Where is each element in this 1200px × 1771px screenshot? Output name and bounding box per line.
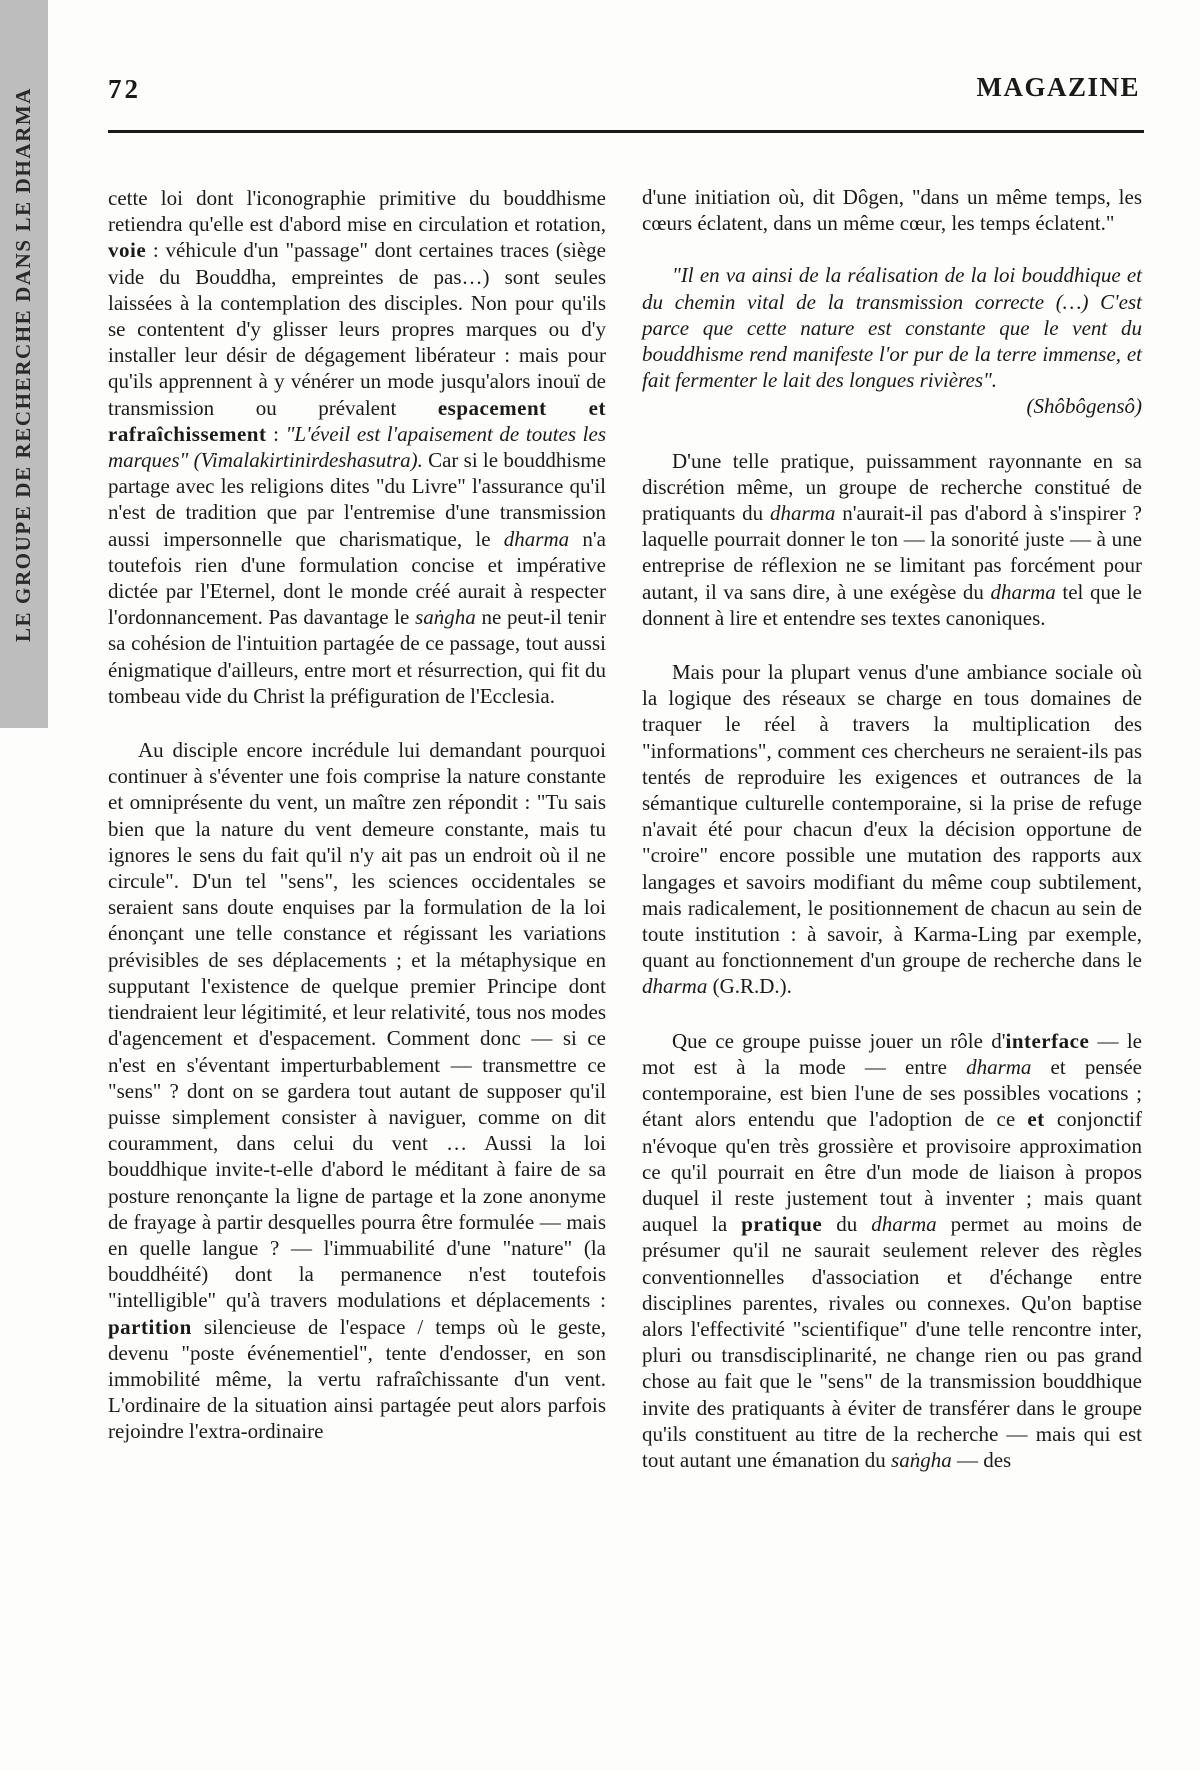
paragraph-gap <box>642 1000 1142 1028</box>
paragraph <box>642 1028 1142 1473</box>
paragraph-gap <box>642 236 1142 262</box>
text-run: D'une telle pratique, puissamment rayonnante en sa discrétion même, un groupe de recherche constitué de pratiquants du <box>642 448 1142 526</box>
paragraph-gap <box>642 420 1142 448</box>
emphasis-term: espacement et rafraîchissement <box>108 395 606 446</box>
text-run: silencieuse de l'espace / temps où le geste, devenu "poste événementiel", tente d'endosser, en son immobilité même, la vertu rafraîchissante d'un vent. L'ordinaire de la situation ainsi partagée peut alors parfois rejoindre l'extra-ordinaire <box>108 1314 606 1444</box>
text-run: — le mot est à la mode — entre <box>642 1028 1142 1079</box>
header-rule <box>108 130 1144 133</box>
text-run: tel que le donnent à lire et entendre ses textes canoniques. <box>642 579 1143 630</box>
emphasis-term: pratique <box>741 1212 823 1237</box>
italic-term: saṅgha <box>415 605 476 630</box>
text-run: n'aurait-il pas d'abord à s'inspirer ? laquelle pourrait donner le ton — la sonorité juste — à une entreprise de réflexion ne se limitant pas forcément pour autant, il va sans dire, à une exégèse du <box>642 501 1142 604</box>
section-title: MAGAZINE <box>976 72 1140 102</box>
right-column <box>642 184 1142 1473</box>
emphasis-term: voie <box>108 238 147 263</box>
text-run: (G.R.D.). <box>707 974 792 999</box>
italic-term: dharma <box>871 1212 937 1237</box>
paragraph: d'une initiation où, dit Dôgen, "dans un même temps, les cœurs éclatent, dans un même cœur, les temps éclatent." <box>642 185 1142 236</box>
italic-term: dharma <box>966 1054 1032 1079</box>
text-run: Mais pour la plupart venus d'une ambiance sociale où la logique des réseaux se charge en tous domaines de traquer le réel à travers la multiplication des "informations", comment ces chercheurs ne seraient-ils pas tentés de reproduire les exigences et outrances de la sémantique culturelle contemporaine, si la prise de refuge n'avait été pour chacun d'eux la décision opportune de "croire" encore possible une mutation des rapports aux langages et savoirs modifiant du même coup subtilement, mais radicalement, le positionnement de chacun au sein de toute institution : à savoir, à Karma-Ling par exemple, quant au fonctionnement d'un groupe de recherche dans le <box>642 660 1142 973</box>
text-run: permet au moins de présumer qu'il ne saurait seulement relever des règles conventionnelles d'association et d'échange entre disciplines parentes, rivales ou connexes. Qu'on baptise alors l'effectivité "scientifique" d'une telle rencontre inter, pluri ou transdisciplinarité, ne change rien ou pas grand chose au fait que le "sens" de la transmission bouddhique invite des pratiquants à éviter de transférer dans le groupe qu'ils constituent au titre de la recherche — mais qui est tout autant une émanation du <box>642 1212 1142 1472</box>
italic-term: dharma <box>503 526 570 551</box>
paragraph <box>642 659 1142 1000</box>
text-run: et pensée contemporaine, est bien l'une de ses possibles vocations ; étant alors entendu que l'adoption de ce <box>642 1054 1142 1132</box>
text-run: : <box>266 421 286 446</box>
emphasis-term: interface <box>1005 1028 1090 1053</box>
sidebar-label <box>0 0 48 728</box>
text-run: Au disciple encore incrédule lui demandant pourquoi continuer à s'éventer une fois comprise la nature constante et omniprésente du vent, un maître zen répondit : "Tu sais bien que la nature du vent demeure constante, mais tu ignores le sens du fait qu'il n'y ait pas un endroit où il ne circule". D'un tel "sens", les sciences occidentales se seraient sans doute enquises par la formulation de la loi énonçant une telle constance et régissant les variations prévisibles de ses déplacements ; et la métaphysique en supputant l'existence de quelque premier Principe dont tiendraient leur légitimité, et leur relativité, tous nos modes d'agencement et d'espacement. Comment donc — si ce n'est en s'éventant imperturbablement — transmettre ce "sens" ? dont on se gardera tout autant de supposer qu'il puisse simplement consister à naviguer, comme on dit couramment, dans celui du vent … Aussi la loi bouddhique invite-t-elle d'abord le méditant à faire de sa posture renonçante la ligne de partage et la zone anonyme de frayage à partir desquelles pourra être formulée — mais en quelle langue ? — l'immuabilité d'une "nature" (la bouddhéité) dont la permanence n'est toutefois "intelligible" qu'à travers modulations et déplacements : <box>108 738 606 1313</box>
italic-term: saṅgha <box>891 1447 952 1472</box>
text-run: ne peut-il tenir sa cohésion de l'intuition partagée de ce passage, tout aussi énigmatique d'ailleurs, entre mort et résurrection, qui fit du tombeau vide du Christ la préfiguration de l'Ecclesia. <box>108 605 606 708</box>
text-run: Car si le bouddhisme partage avec les religions dites "du Livre" l'assurance qu'il n'est de tradition que par l'entremise d'une transmission aussi impersonnelle que charismatique, le <box>108 448 607 551</box>
italic-term: dharma <box>642 974 708 999</box>
italic-quote: "L'éveil est l'apaisement de toutes les marques" (Vimalakirtinirdeshasutra). <box>108 421 606 473</box>
italic-term: dharma <box>990 579 1056 604</box>
paragraph-gap <box>642 631 1142 659</box>
block-quote: "Il en va ainsi de la réalisation de la loi bouddhique et du chemin vital de la transmission correcte (…) C'est parce que cette nature est constante que le vent du bouddhisme rend manifeste l'or pur de la terre immense, et fait fermenter le lait des longues rivières". <box>642 263 1142 393</box>
page-number: 72 <box>108 74 141 104</box>
paragraph <box>108 737 606 1444</box>
text-run: du <box>822 1212 872 1237</box>
text-run: : véhicule d'un "passage" dont certaines traces (siège vide du Bouddha, empreintes de pas…) sont seules laissées à la contemplation des disciples. Non pour qu'ils se contentent d'y glisser leurs propres marques ou d'y installer leur désir de dégagement libérateur : mais pour qu'ils apprennent à y vénérer un mode jusqu'alors inouï de transmission ou prévalent <box>108 238 606 420</box>
quote-source: (Shôbôgensô) <box>1026 394 1142 419</box>
left-column <box>108 185 606 1445</box>
text-run: Que ce groupe puisse jouer un rôle d' <box>672 1028 1006 1053</box>
text-run: conjonctif n'évoque qu'en très grossière et provisoire approximation ce qu'il pourrait en être d'un mode de liaison à propos duquel il reste justement tout à inventer ; mais quant auquel la <box>642 1107 1143 1237</box>
paragraph-gap <box>108 709 606 737</box>
emphasis-term: et <box>1027 1107 1045 1132</box>
emphasis-term: partition <box>108 1314 192 1339</box>
italic-term: dharma <box>770 501 836 526</box>
text-run: — des <box>951 1447 1012 1472</box>
sidebar-label-text: LE GROUPE DE RECHERCHE DANS LE DHARMA <box>11 86 36 642</box>
text-run: cette loi dont l'iconographie primitive du bouddhisme retiendra qu'elle est d'abord mise en circulation et rotation, <box>108 186 606 237</box>
text-run: n'a toutefois rien d'une formulation concise et impérative dictée par l'Eternel, dont le monde créé aurait à respecter l'ordonnancement. Pas davantage le <box>108 526 606 630</box>
paragraph <box>108 185 606 709</box>
paragraph <box>642 448 1142 631</box>
